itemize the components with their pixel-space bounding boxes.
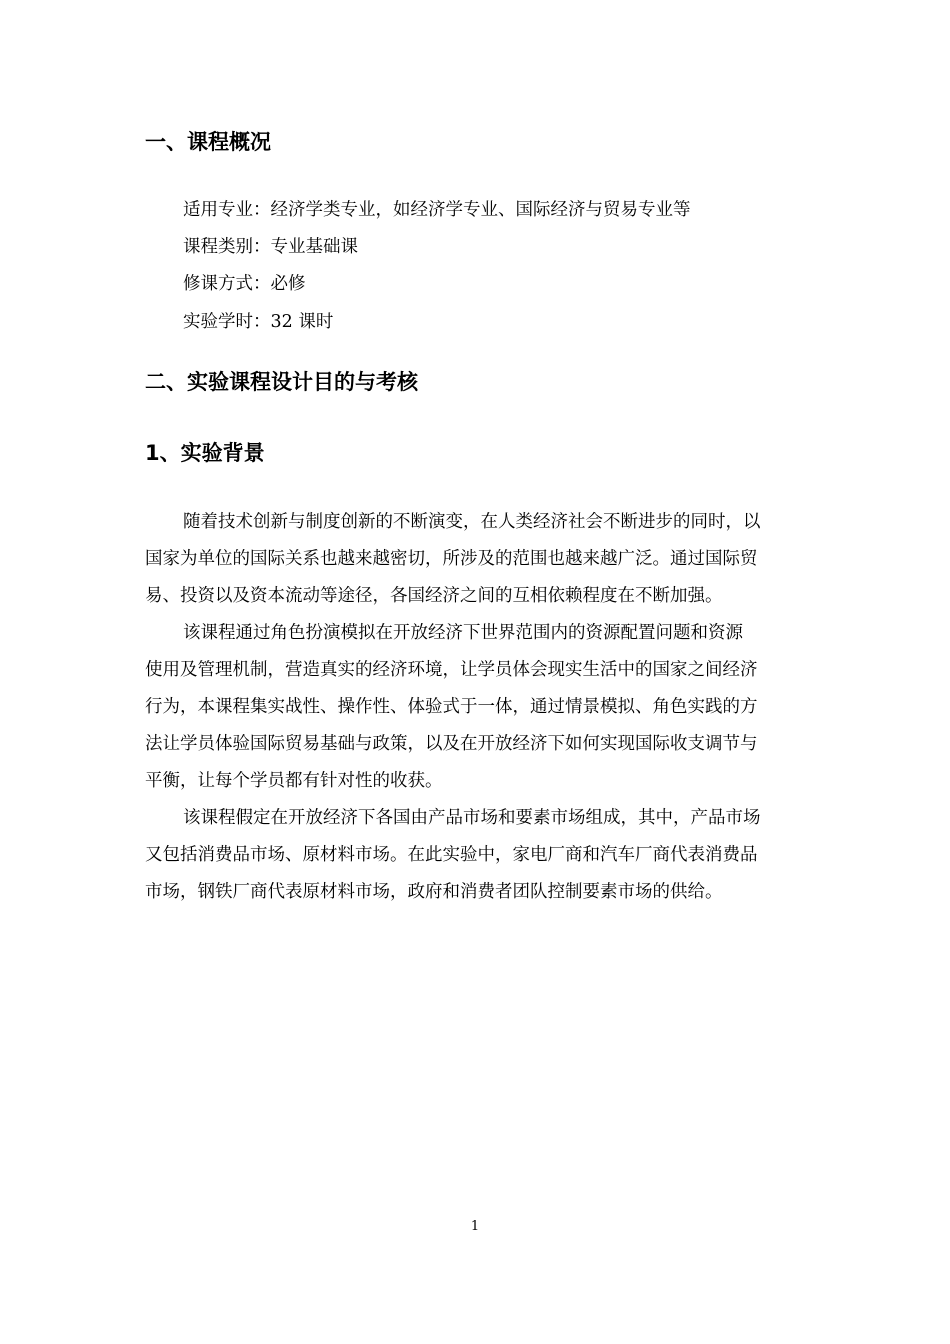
paragraph-line: 法让学员体验国际贸易基础与政策，以及在开放经济下如何实现国际收支调节与: [145, 734, 758, 754]
paragraph-line: 易、投资以及资本流动等途径，各国经济之间的互相依赖程度在不断加强。: [145, 586, 723, 606]
paragraph-line: 该课程通过角色扮演模拟在开放经济下世界范围内的资源配置问题和资源: [183, 623, 743, 643]
page-number: 1: [470, 1219, 480, 1234]
paragraph-line: 市场，钢铁厂商代表原材料市场，政府和消费者团队控制要素市场的供给。: [145, 882, 723, 902]
info-course-mode: 修课方式：必修: [183, 274, 306, 294]
paragraph-line: 随着技术创新与制度创新的不断演变，在人类经济社会不断进步的同时，以: [183, 512, 761, 532]
info-lab-hours: 实验学时：32 课时: [183, 312, 334, 332]
paragraph-line: 行为，本课程集实战性、操作性、体验式于一体，通过情景模拟、角色实践的方: [145, 697, 758, 717]
section-2-title: 二、实验课程设计目的与考核: [145, 370, 418, 394]
subsection-1-title: 1、实验背景: [145, 441, 265, 465]
paragraph-line: 使用及管理机制，营造真实的经济环境，让学员体会现实生活中的国家之间经济: [145, 660, 758, 680]
paragraph-1: [145, 504, 815, 615]
paragraph-line: 又包括消费品市场、原材料市场。在此实验中，家电厂商和汽车厂商代表消费品: [145, 845, 758, 865]
paragraph-line: 国家为单位的国际关系也越来越密切，所涉及的范围也越来越广泛。通过国际贸: [145, 549, 758, 569]
section-1-title: 一、课程概况: [145, 130, 271, 154]
info-applicable-major: 适用专业：经济学类专业，如经济学专业、国际经济与贸易专业等: [183, 200, 691, 220]
info-course-category: 课程类别：专业基础课: [183, 237, 358, 257]
paragraph-2: [145, 615, 815, 800]
paragraph-line: 平衡，让每个学员都有针对性的收获。: [145, 771, 443, 791]
paragraph-line: 该课程假定在开放经济下各国由产品市场和要素市场组成，其中，产品市场: [183, 808, 761, 828]
paragraph-3: [145, 800, 815, 911]
